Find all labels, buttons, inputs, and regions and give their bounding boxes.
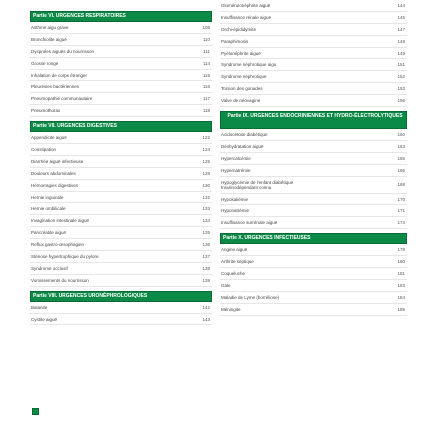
page-number: 149: [397, 50, 405, 56]
page-number: 171: [397, 208, 405, 214]
checkbox-marker: [32, 408, 39, 415]
toc-row-insuffisance-surrenale-aigue: [220, 217, 407, 229]
entry-title: Syndrome occlusif: [31, 265, 68, 271]
entry-title: Valve de néovagine: [221, 98, 261, 104]
page-number: 145: [397, 14, 405, 20]
page-number: 118: [202, 108, 210, 114]
page-number: 144: [397, 2, 405, 8]
entry-title: Hypercalcémie: [221, 155, 251, 161]
page-number: 184: [397, 294, 405, 300]
page-number: 139: [202, 277, 210, 283]
entry-title: Sténose hypertrophique du pylore: [31, 253, 99, 259]
toc-row-syndrome-occlusif: [30, 263, 212, 275]
page-number: 115: [202, 72, 210, 78]
page-number: 138: [202, 265, 210, 271]
page-number: 114: [202, 60, 210, 66]
toc-row-hypernatremie: [220, 165, 407, 177]
entry-title: Hernie ombilicale: [31, 206, 66, 212]
toc-row-pneumopathie-communautaire: [30, 93, 212, 105]
page-number: 148: [397, 38, 405, 44]
entry-title: Dyspnées aiguës du nourrisson: [31, 48, 95, 54]
toc-row-appendicite-aigue: [30, 132, 212, 144]
entry-title: Insuffisance rénale aiguë: [221, 14, 271, 20]
page-number: 134: [202, 218, 210, 224]
toc-row-asthme-aigu-grave: [30, 22, 212, 34]
page-number: 147: [397, 26, 405, 32]
entry-title: Pleurésies bactériennes: [31, 84, 80, 90]
entry-title: Pancréatite aiguë: [31, 230, 67, 236]
entry-title: Syndrome néphrotique: [221, 74, 267, 80]
page-number: 143: [202, 316, 210, 322]
toc-row-invagination-intestinale-aigue: [30, 215, 212, 227]
left-column: [30, 11, 212, 329]
entry-title: Douleurs abdominales: [31, 170, 76, 176]
entry-title: Appendicite aiguë: [31, 135, 67, 141]
entry-title: Balanite: [31, 304, 48, 310]
entry-title: Hypoglycémie de l'enfant diabétique Insulinodépendant connu: [221, 179, 294, 190]
page-number: 168: [397, 182, 405, 188]
toc-row-reflux-gastro-sophagien: [30, 239, 212, 251]
page-number: 163: [397, 143, 405, 149]
toc-row-hemorragies-digestives: [30, 180, 212, 192]
toc-row-inhalation-de-corps-etranger: [30, 70, 212, 82]
toc-row-pyelonephrite-aigue: [220, 48, 407, 60]
page-number: 153: [397, 86, 405, 92]
page-number: 116: [202, 84, 210, 90]
toc-row-coqueluche: [220, 268, 407, 280]
section: [220, 111, 407, 229]
entry-title: Cystite aiguë: [31, 316, 58, 322]
toc-row-constipation: [30, 144, 212, 156]
page-number: 160: [397, 131, 405, 137]
page-number: 142: [202, 304, 210, 310]
toc-row-pneumothorax: [30, 105, 212, 117]
entry-title: Bronchiolite aiguë: [31, 36, 67, 42]
toc-row-angine-aigue: [220, 244, 407, 256]
toc-row-douleurs-abdominales: [30, 168, 212, 180]
toc-row-glomerulonephrite-aigue: [220, 0, 407, 12]
page-number: 135: [202, 230, 210, 236]
page-number: 133: [202, 206, 210, 212]
section: [30, 291, 212, 326]
toc-row-orchi-epididymite: [220, 24, 407, 36]
page-number: 130: [202, 182, 210, 188]
toc-row-stenose-hypertrophique-du-pylore: [30, 251, 212, 263]
page-number: 137: [202, 253, 210, 259]
toc-row-pancreatite-aigue: [30, 227, 212, 239]
page-number: 122: [202, 135, 210, 141]
toc-row-pleuresies-bacteriennes: [30, 81, 212, 93]
toc-row-grosse-ronge: [30, 58, 212, 70]
entry-title: Gale: [221, 282, 231, 288]
page-number: 165: [397, 155, 405, 161]
entry-title: Déshydratation aiguë: [221, 143, 264, 149]
page-number: 110: [202, 36, 210, 42]
entry-title: Diarrhée aiguë infectieuse: [31, 158, 84, 164]
page-number: 156: [397, 98, 405, 104]
entry-title: Hypernatrémie: [221, 167, 251, 173]
entry-title: Hyponatrémie: [221, 208, 250, 214]
toc-row-paraphimosis: [220, 36, 407, 48]
toc-row-hypokaliemie: [220, 194, 407, 206]
toc-row-bronchiolite-aigue: [30, 34, 212, 46]
entry-title: Paraphimosis: [221, 38, 249, 44]
page-number: 178: [397, 247, 405, 253]
toc-row-hernie-ombilicale: [30, 203, 212, 215]
toc-row-deshydratation-aigue: [220, 141, 407, 153]
entry-title: Pneumothorax: [31, 108, 61, 114]
page-number: 183: [397, 282, 405, 288]
page-number: 170: [397, 196, 405, 202]
toc-row-hyponatremie: [220, 205, 407, 217]
page-number: 111: [203, 48, 210, 54]
page-number: 125: [202, 158, 210, 164]
toc-row-hernie-inguinale: [30, 192, 212, 204]
toc-row-vomissements-du-nourrisson: [30, 275, 212, 287]
toc-row-syndrome-nephrotique-aigu: [220, 59, 407, 71]
toc-row-balanite: [30, 302, 212, 314]
entry-title: Pyélonéphrite aiguë: [221, 50, 261, 56]
toc-row-diarrhee-aigue-infectieuse: [30, 156, 212, 168]
section: [30, 121, 212, 287]
section-header: Partie VI. URGENCES RESPIRATOIRES: [30, 11, 212, 22]
entry-title: Glomérulonéphrite aiguë: [221, 2, 271, 8]
page-number: 136: [202, 242, 210, 248]
entry-title: Torsion des gonades: [221, 86, 263, 92]
entry-title: Hémorragies digestives: [31, 182, 79, 188]
right-column: [220, 0, 407, 320]
entry-title: Angine aiguë: [221, 247, 248, 253]
section-header: Partie IX. URGENCES ENDOCRINIENNES ET HYDRO-ÉLECTROLYTIQUES: [220, 111, 407, 129]
entry-title: Syndrome néphrotique aigu: [221, 62, 277, 68]
entry-title: Asthme aigu grave: [31, 24, 69, 30]
entry-title: Méningite: [221, 306, 241, 312]
entry-title: Reflux gastro-œsophagien: [31, 242, 85, 248]
entry-title: Arthrite septique: [221, 259, 254, 265]
page-number: 152: [397, 74, 405, 80]
toc-row-gale: [220, 280, 407, 292]
toc-row-syndrome-nephrotique: [220, 71, 407, 83]
page-number: 108: [202, 24, 210, 30]
toc-row-valve-de-neovagine: [220, 95, 407, 107]
entry-title: Insuffisance surrénale aiguë: [221, 220, 278, 226]
section: [220, 0, 407, 107]
page-number: 180: [397, 259, 405, 265]
entry-title: Pneumopathie communautaire: [31, 96, 93, 102]
page-number: 166: [397, 167, 405, 173]
page-number: 181: [397, 270, 405, 276]
page-number: 124: [202, 146, 210, 152]
entry-title: Inhalation de corps étranger: [31, 72, 88, 78]
page-number: 117: [202, 96, 210, 102]
section: [220, 233, 407, 315]
toc-row-meningite: [220, 304, 407, 316]
section-header: Partie VII. URGENCES DIGESTIVES: [30, 121, 212, 132]
toc-row-acidocetose-diabetique: [220, 129, 407, 141]
toc-row-dyspnees-aigues-du-nourrisson: [30, 46, 212, 58]
entry-title: Vomissements du nourrisson: [31, 277, 89, 283]
toc-row-hypercalcemie: [220, 153, 407, 165]
entry-title: Acidocétose diabétique: [221, 131, 268, 137]
page-number: 174: [397, 220, 405, 226]
toc-row-hypoglycemie-de-l-enfant-diabetique-insu: [220, 177, 407, 194]
page-number: 128: [202, 170, 210, 176]
entry-title: Hypokaliémie: [221, 196, 249, 202]
entry-title: Constipation: [31, 146, 57, 152]
toc-row-torsion-des-gonades: [220, 83, 407, 95]
toc-row-insuffisance-renale-aigue: [220, 12, 407, 24]
entry-title: Invagination intestinale aiguë: [31, 218, 90, 224]
entry-title: Maladie de Lyme (borréliose): [221, 294, 280, 300]
toc-row-cystite-aigue: [30, 314, 212, 326]
page-number: 151: [397, 62, 405, 68]
entry-title: Hernie inguinale: [31, 194, 64, 200]
section: [30, 11, 212, 117]
section-header: Partie VIII. URGENCES URONÉPHROLOGIQUES: [30, 291, 212, 302]
section-header: Partie X. URGENCES INFECTIEUSES: [220, 233, 407, 244]
page-number: 185: [397, 306, 405, 312]
page-number: 132: [202, 194, 210, 200]
toc-row-maladie-de-lyme-borreliose: [220, 292, 407, 304]
entry-title: Orchi-épididymite: [221, 26, 257, 32]
toc-row-arthrite-septique: [220, 256, 407, 268]
entry-title: Coqueluche: [221, 270, 246, 276]
entry-title: Grosse ronge: [31, 60, 59, 66]
